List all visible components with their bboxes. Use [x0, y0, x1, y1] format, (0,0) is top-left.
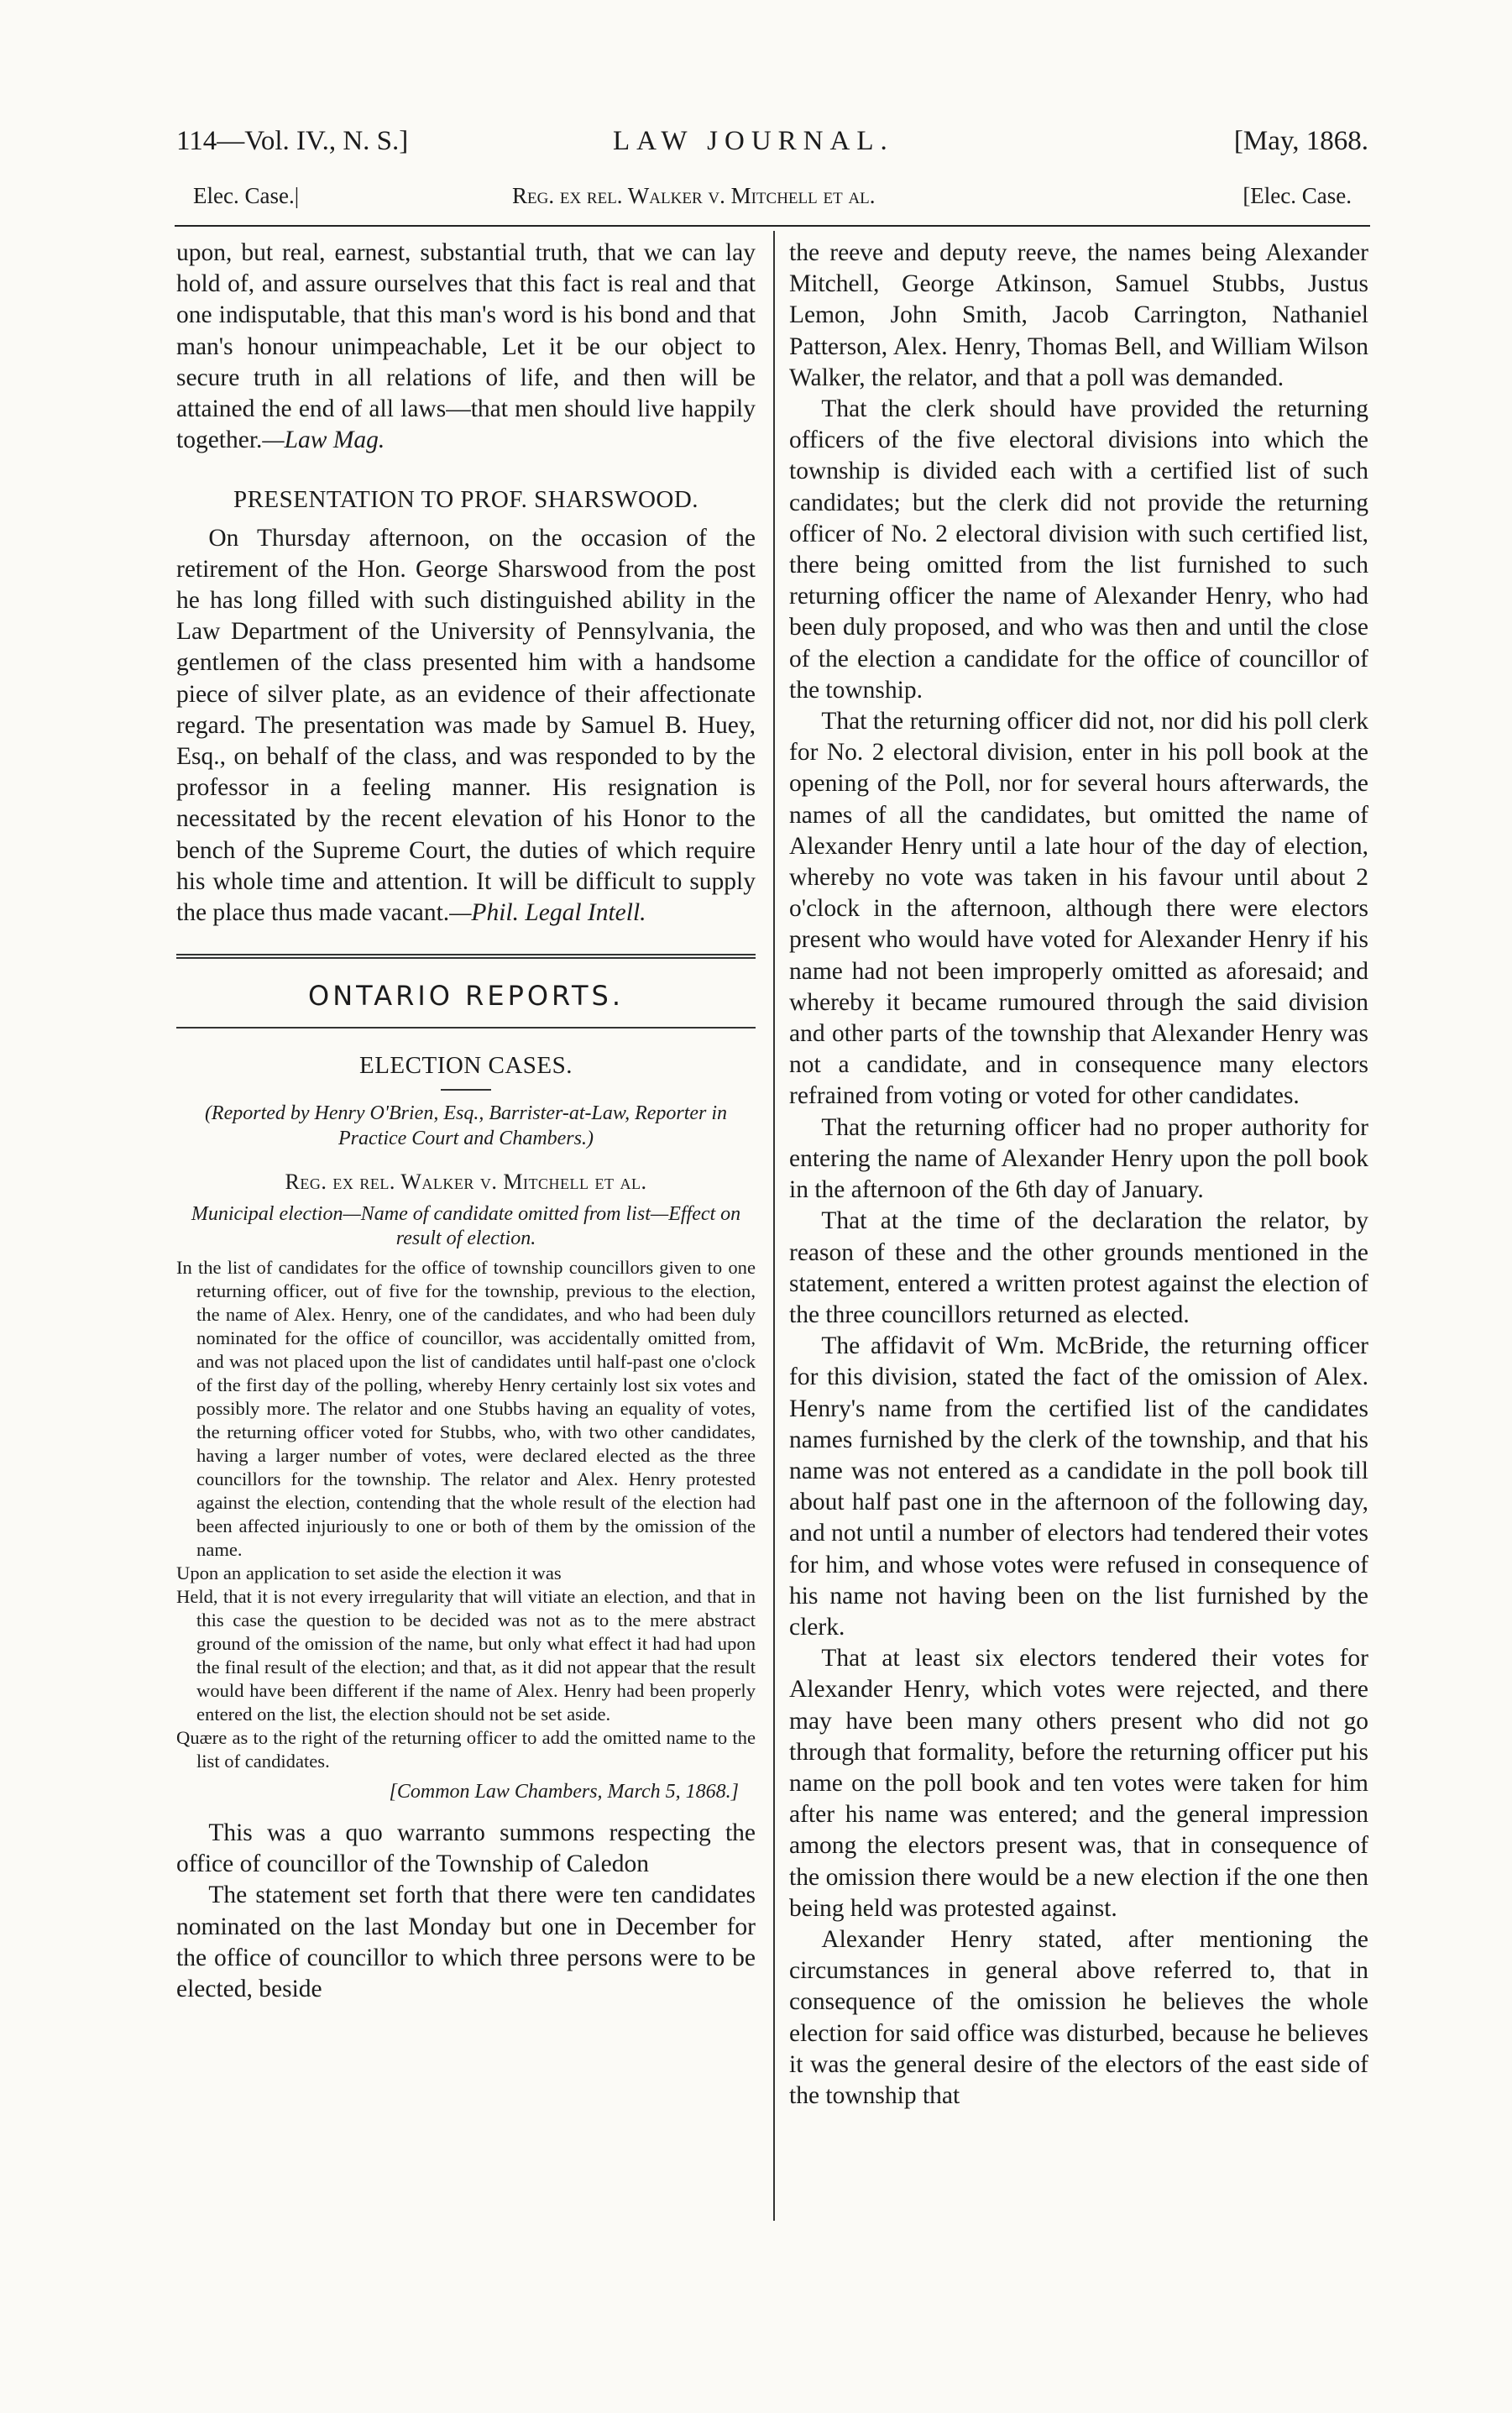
right-column	[789, 238, 1368, 2112]
body-paragraph: This was a quo warranto summons respecting the office of councillor of the Township of Caledon	[176, 1819, 756, 1878]
body-paragraph: That the returning officer had no proper authority for entering the name of Alexander Henry upon the poll book in the afternoon of the 6th day of January.	[789, 1113, 1368, 1204]
short-rule	[441, 1089, 491, 1091]
body-paragraph: That at the time of the declaration the relator, by reason of these and the other grounds mentioned in the statement, entered a written protest against the election of the three councillors returned as elected.	[789, 1207, 1368, 1328]
reports-title: ONTARIO REPORTS.	[308, 980, 624, 1013]
body-paragraph: That the returning officer did not, nor did his poll clerk for No. 2 electoral division, enter in his poll book at the opening of the Poll, nor for several hours afterwards, the names of all the candidates, but omitted the name of Alexander Henry until a late hour of the day of election, whereby no vote was taken in his favour until about 2 o'clock in the afternoon, although there were electors present who would have voted for Alexander Henry if his name had not been improperly omitted as aforesaid; and whereby it became rumoured through the said division and other parts of the township that Alexander Henry was not a candidate, and in consequence many electors refrained from voting or voted for other candidates.	[789, 708, 1368, 1110]
election-cases-title: ELECTION CASES.	[359, 1052, 573, 1080]
body-paragraph: That at least six electors tendered their votes for Alexander Henry, which votes were rejected, and there may have been many others present who did not go through that formality, before the returning officer put his name on the poll book and ten votes were taken for him after his name was entered; and the general impression among the electors present was, that in consequence of the omission there would be a new election if the one then being held was protested against.	[789, 1645, 1368, 1922]
headnote-facts: In the list of candidates for the office of township councillors given to one returning officer, out of five for the township, previous to the election, the name of Alex. Henry, one of the candidates, and who had been duly nominated for the office of councillor, was accidentally omitted from, and was not placed upon the list of candidates until half-past one o'clock of the first day of the polling, whereby Henry certainly lost six votes and possibly more. The relator and one Stubbs having an equality of votes, the returning officer voted for Stubbs, who, with two other candidates, having a larger number of votes, were declared elected as the three councillors for the township. The relator and Alex. Henry protested against the election, contending that the whole result of the election had been affected injuriously to one or both of them by the omission of the name.	[176, 1256, 756, 1560]
headnote	[176, 1256, 756, 1773]
reports-rule	[176, 1027, 756, 1029]
subheader-center: Reg. ex rel. Walker v. Mitchell et al.	[512, 183, 876, 208]
section-ornament-rule	[176, 954, 756, 960]
opening-source: —Law Mag.	[262, 427, 385, 454]
journal-title: LAW JOURNAL.	[613, 126, 894, 156]
column-divider	[773, 231, 775, 2221]
court-date: [Common Law Chambers, March 5, 1868.]	[389, 1780, 739, 1803]
issue-date: [May, 1868.	[1233, 126, 1368, 156]
headnote-quaere: Quære as to the right of the returning officer to add the omitted name to the list of candidates.	[176, 1726, 756, 1772]
header-rule	[175, 225, 1370, 227]
body-paragraph: Alexander Henry stated, after mentioning the circumstances in general above referred to, that in consequence of the omission he believes the whole election for said office was disturbed, because he believes it was the general desire of the electors of the east side of the township that	[789, 1925, 1368, 2109]
presentation-text: On Thursday afternoon, on the occasion of the retirement of the Hon. George Sharswood from the post he has long filled with such distinguished ability in the Law Department of the University of Pennsylvania, the gentlemen of the class presented him with a handsome piece of silver plate, as an evidence of their affectionate regard. The presentation was made by Samuel B. Huey, Esq., on behalf of the class, and was responded to by the professor in a feeling manner. His resignation is necessitated by the recent elevation of his Honor to the bench of the Supreme Court, the duties of which require his whole time and attention. It will be difficult to supply the place thus made vacant.—Phil. Legal Intell.	[176, 524, 756, 927]
presentation-source: —Phil. Legal Intell.	[449, 899, 646, 927]
reporter-credit: (Reported by Henry O'Brien, Esq., Barrister-at-Law, Reporter in Practice Court and Chambers.)	[204, 1102, 728, 1149]
body-paragraph: The statement set forth that there were ten candidates nominated on the last Monday but one in December for the office of councillor to which three persons were to be elected, beside	[176, 1882, 756, 2003]
running-header	[176, 126, 1368, 168]
subheader-right: [Elec. Case.	[1243, 183, 1352, 208]
subheader-left: Elec. Case.|	[193, 183, 300, 208]
case-running-head	[176, 183, 1368, 217]
page-volume: 114—Vol. IV., N. S.]	[176, 126, 409, 156]
left-column	[176, 238, 756, 2005]
body-paragraph: the reeve and deputy reeve, the names being Alexander Mitchell, George Atkinson, Samuel Stubbs, Justus Lemon, John Smith, Jacob Carrington, Nathaniel Patterson, Alex. Henry, Thomas Bell, and William Wilson Walker, the relator, and that a poll was demanded.	[789, 239, 1368, 391]
headnote-held: Held, that it is not every irregularity that will vitiate an election, and that in this case the question to be decided was not as to the mere abstract ground of the omission of the name, but only what effect it had had upon the final result of the election; and that, as it did not appear that the result would have been different if the name of Alex. Henry had been properly entered on the list, the election should not be set aside.	[176, 1585, 756, 1725]
headnote-topic: Municipal election—Name of candidate omitted from list—Effect on result of election.	[191, 1202, 741, 1249]
body-paragraph: That the clerk should have provided the returning officers of the five electoral divisions into which the township is divided each with a certified list of such candidates; but the clerk did not provide the returning officer of No. 2 electoral division with such certified list, there being omitted from the list furnished to such returning officer the name of Alexander Henry, who had been duly proposed, and who was then and until the close of the election a candidate for the office of councillor of the township.	[789, 395, 1368, 704]
body-paragraph: The affidavit of Wm. McBride, the returning officer for this division, stated the fact of the omission of Alex. Henry's name from the certified list of the candidates names furnished by the clerk of the township, and that his name was not entered as a candidate in the poll book till about half past one in the afternoon of the following day, and not until a number of electors had tendered their votes for him, and whose votes were refused in consequence of his name not having been on the list furnished by the clerk.	[789, 1332, 1368, 1641]
case-title: Reg. ex rel. Walker v. Mitchell et al.	[285, 1169, 647, 1194]
opening-paragraph: upon, but real, earnest, substantial truth, that we can lay hold of, and assure ourselves that this fact is real and that one indisputable, that this man's word is his bond and that man's honour unimpeachable, Let it be our object to secure truth in all relations of life, and then will be attained the end of all laws—that men should live happily together.—Law Mag.	[176, 239, 756, 454]
headnote-application: Upon an application to set aside the election it was	[176, 1562, 562, 1583]
presentation-title: PRESENTATION TO PROF. SHARSWOOD.	[233, 486, 699, 514]
